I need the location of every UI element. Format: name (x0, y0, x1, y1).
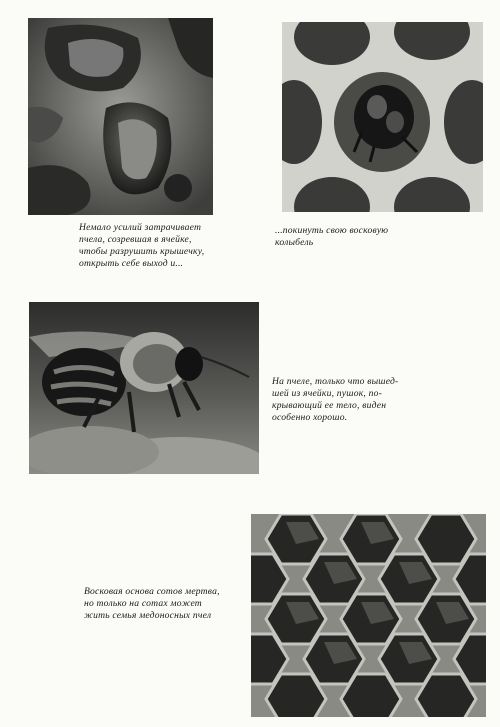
photo-bee-emerging-from-cell (282, 22, 483, 212)
caption-freshly-emerged-bee: На пчеле, только что вышед- шей из ячейки, пушок, по- крывающий ее тело, виден особенно хорошо. (272, 376, 399, 423)
caption-bee-opening-cap: Немало усилий затрачивает пчела, созревшая в ячейке, чтобы разрушить крышечку, открыть себе выход и... (79, 222, 205, 269)
photo-freshly-emerged-bee (29, 302, 259, 474)
photo-empty-honeycomb (251, 514, 486, 717)
caption-wax-comb-foundation: Восковая основа сотов мертва, но только на сотах может жить семья медоносных пчел (84, 586, 220, 621)
caption-leaving-wax-cradle: ...покинуть свою восковую колыбель (275, 225, 389, 248)
photo-bee-opening-cell-cap (28, 18, 213, 215)
